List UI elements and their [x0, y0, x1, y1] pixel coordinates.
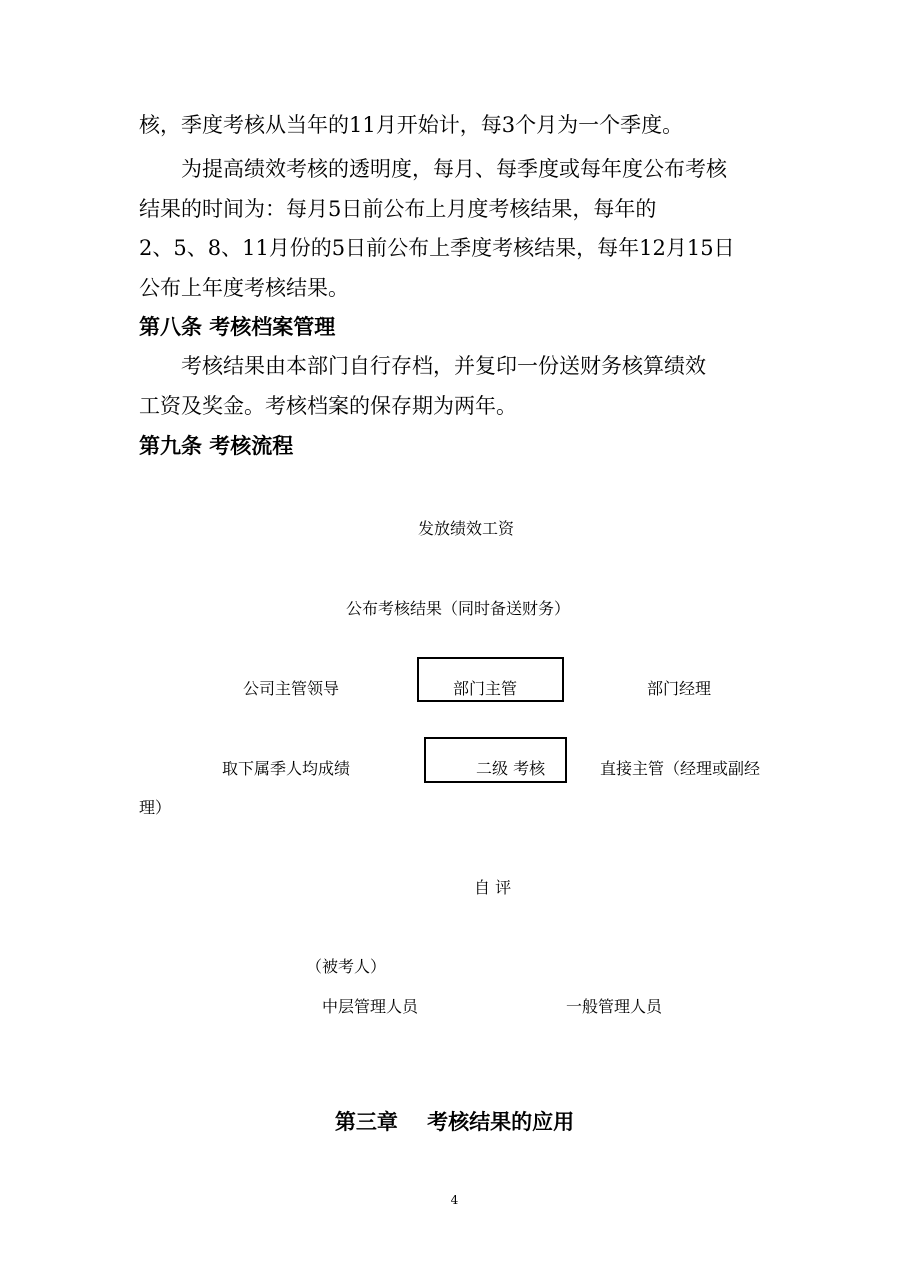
paragraph-line: 考核结果由本部门自行存档，并复印一份送财务核算绩效 [181, 354, 706, 378]
flow-take-average: 取下属季人均成绩 [222, 759, 351, 778]
article-8-heading: 第八条 考核档案管理 [139, 315, 336, 339]
paragraph-3 [139, 347, 772, 426]
chapter-title: 第三章 考核结果的应用 [334, 1110, 575, 1134]
flow-company-leader: 公司主管领导 [243, 679, 340, 698]
flow-dept-manager: 部门经理 [647, 679, 712, 698]
flow-assessee: （被考人） [306, 957, 387, 976]
paragraph-line: 2、5、8、11月份的5日前公布上季度考核结果，每年12月15日 [139, 236, 735, 260]
article-9-heading: 第九条 考核流程 [139, 434, 294, 458]
flow-middle-mgmt: 中层管理人员 [322, 997, 419, 1016]
paragraph-1 [139, 106, 772, 146]
flow-publish-results: 公布考核结果（同时备送财务） [346, 599, 571, 618]
flow-direct-supervisor-cont: 理） [139, 798, 172, 817]
paragraph-line: 公布上年度考核结果。 [139, 275, 349, 300]
paragraph-line: 工资及奖金。考核档案的保存期为两年。 [139, 393, 517, 418]
paragraph-line: 结果的时间为：每月5日前公布上月度考核结果，每年的 [139, 196, 657, 221]
flow-general-mgmt: 一般管理人员 [566, 997, 663, 1016]
flow-second-level: 二级 考核 [476, 759, 546, 778]
paragraph-line: 为提高绩效考核的透明度，每月、每季度或每年度公布考核 [181, 157, 727, 181]
flow-pay-salary: 发放绩效工资 [418, 519, 515, 538]
flow-dept-supervisor: 部门主管 [453, 679, 518, 698]
paragraph-2 [139, 150, 772, 308]
paragraph-line: 核，季度考核从当年的11月开始计，每3个月为一个季度。 [139, 113, 684, 137]
flow-direct-supervisor: 直接主管（经理或副经 [600, 759, 761, 778]
flow-self-eval: 自 评 [474, 878, 512, 897]
page-number: 4 [450, 1193, 459, 1207]
